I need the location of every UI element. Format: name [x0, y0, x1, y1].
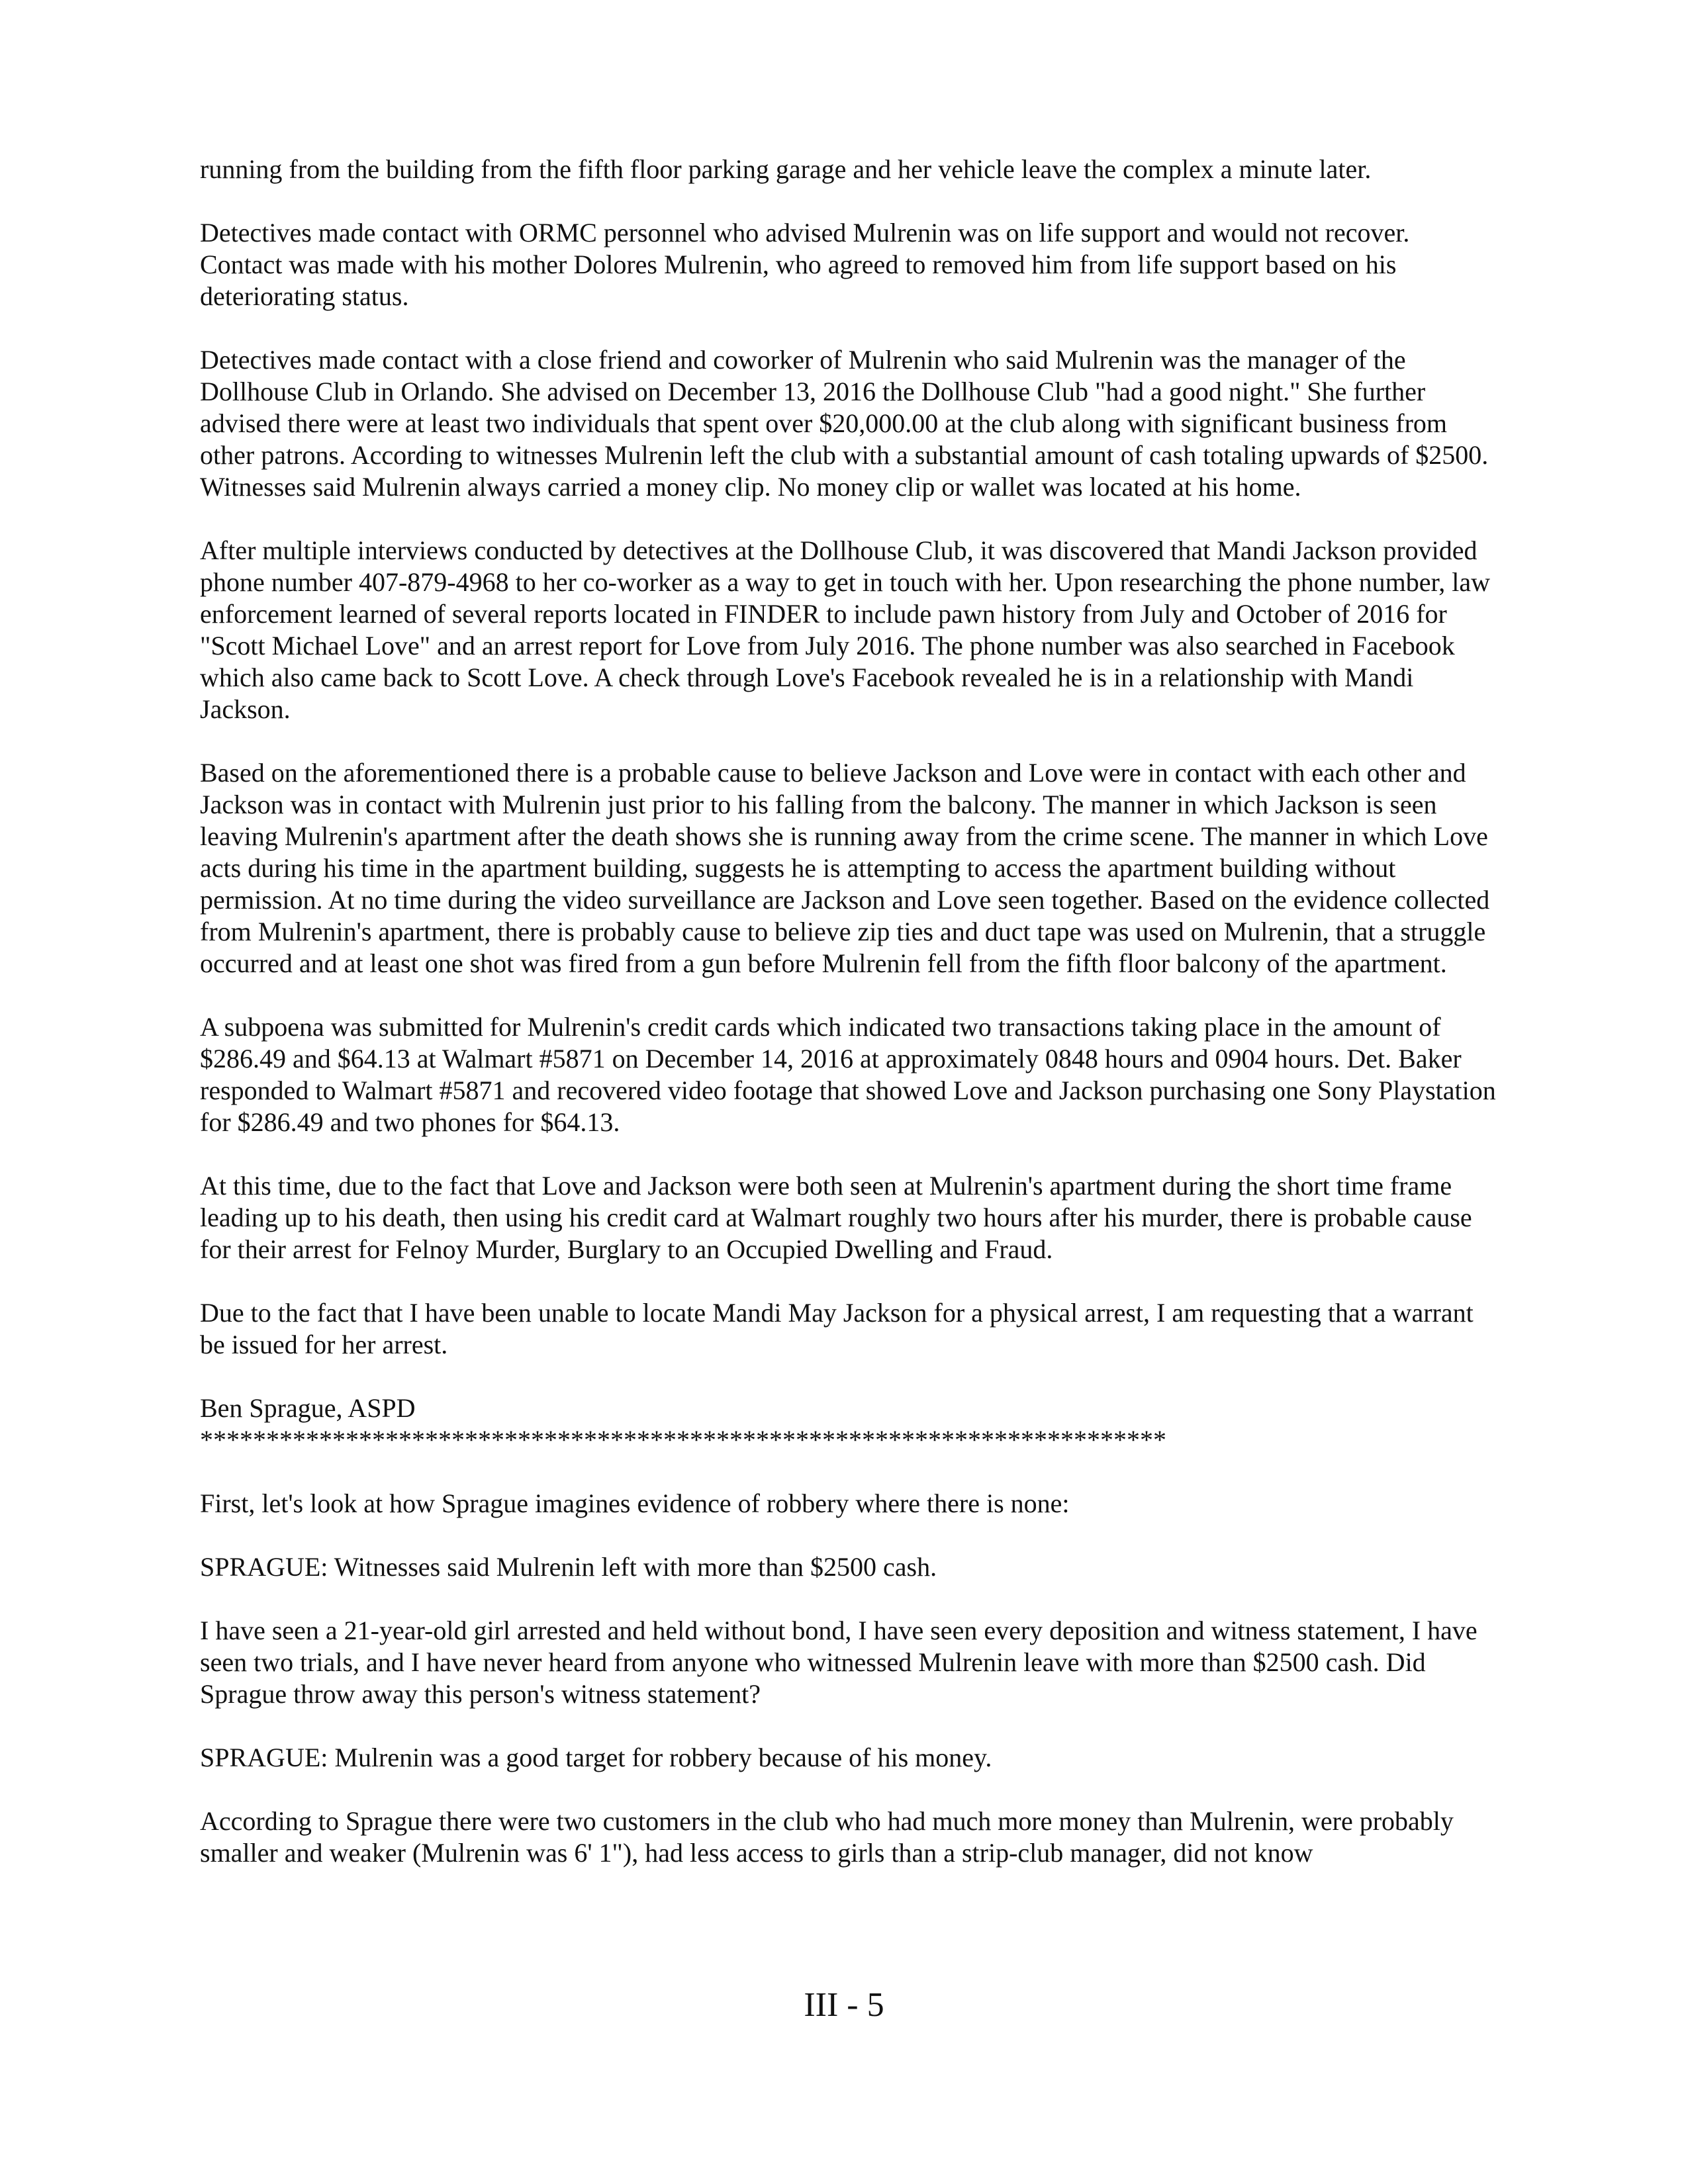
report-paragraph-3: Detectives made contact with a close friend and coworker of Mulrenin who said Mulrenin was the manager of the Dollhouse Club in Orlando. She advised on December 13, 2016 the Dollhouse Club "had a good night." She further advised there were at least two individuals that spent over $20,000.00 at the club along with significant business from other patrons. According to witnesses Mulrenin left the club with a substantial amount of cash totaling upwards of $2500. Witnesses said Mulrenin always carried a money clip. No money clip or wallet was located at his home.	[200, 345, 1489, 502]
report-paragraph-4: After multiple interviews conducted by detectives at the Dollhouse Club, it was discovered that Mandi Jackson provided phone number 407-879-4968 to her co-worker as a way to get in touch with her. Upon researching the phone number, law enforcement learned of several reports located in FINDER to include pawn history from July and October of 2016 for "Scott Michael Love" and an arrest report for Love from July 2016. The phone number was also searched in Facebook which also came back to Scott Love. A check through Love's Facebook revealed he is in a relationship with Mandi Jackson.	[200, 535, 1490, 724]
commentary-paragraph-2: SPRAGUE: Witnesses said Mulrenin left with more than $2500 cash.	[200, 1552, 937, 1582]
report-paragraph-6: A subpoena was submitted for Mulrenin's credit cards which indicated two transactions taking place in the amount of $286.49 and $64.13 at Walmart #5871 on December 14, 2016 at approximately 0848 hours and 0904 hours. Det. Baker responded to Walmart #5871 and recovered video footage that showed Love and Jackson purchasing one Sony Playstation for $286.49 and two phones for $64.13.	[200, 1012, 1496, 1137]
signature-line: Ben Sprague, ASPD	[200, 1393, 416, 1423]
report-paragraph-5: Based on the aforementioned there is a probable cause to believe Jackson and Love were in contact with each other and Jackson was in contact with Mulrenin just prior to his falling from the balcony. The manner in which Jackson is seen leaving Mulrenin's apartment after the death shows she is running away from the crime scene. The manner in which Love acts during his time in the apartment building, suggests he is attempting to access the apartment building without permission. At no time during the video surveillance are Jackson and Love seen together. Based on the evidence collected from Mulrenin's apartment, there is probably cause to believe zip ties and duct tape was used on Mulrenin, that a struggle occurred and at least one shot was fired from a gun before Mulrenin fell from the fifth floor balcony of the apartment.	[200, 758, 1490, 978]
report-paragraph-1: running from the building from the fifth floor parking garage and her vehicle leave the complex a minute later.	[200, 154, 1372, 184]
commentary-paragraph-3: I have seen a 21-year-old girl arrested and held without bond, I have seen every deposition and witness statement, I have seen two trials, and I have never heard from anyone who witnessed Mulrenin leave with more than $2500 cash. Did Sprague throw away this person's witness statement?	[200, 1615, 1477, 1709]
page-number: III - 5	[804, 1986, 884, 2024]
commentary-paragraph-1: First, let's look at how Sprague imagines evidence of robbery where there is none:	[200, 1488, 1070, 1518]
commentary-paragraph-4: SPRAGUE: Mulrenin was a good target for robbery because of his money.	[200, 1743, 992, 1772]
report-paragraph-7: At this time, due to the fact that Love and Jackson were both seen at Mulrenin's apartment during the short time frame leading up to his death, then using his credit card at Walmart roughly two hours after his murder, there is probable cause for their arrest for Felnoy Murder, Burglary to an Occupied Dwelling and Fraud.	[200, 1171, 1472, 1264]
report-paragraph-8: Due to the fact that I have been unable to locate Mandi May Jackson for a physical arrest, I am requesting that a warrant be issued for her arrest.	[200, 1298, 1474, 1359]
commentary-paragraph-5: According to Sprague there were two customers in the club who had much more money than Mulrenin, were probably smaller and weaker (Mulrenin was 6' 1"), had less access to girls than a strip-club manager, did not know	[200, 1806, 1454, 1868]
page-body	[200, 154, 1497, 1869]
report-paragraph-2: Detectives made contact with ORMC personnel who advised Mulrenin was on life support and would not recover. Contact was made with his mother Dolores Mulrenin, who agreed to removed him from life support based on his deteriorating status.	[200, 218, 1410, 311]
asterisk-separator: *************************************************************************	[200, 1425, 1166, 1455]
